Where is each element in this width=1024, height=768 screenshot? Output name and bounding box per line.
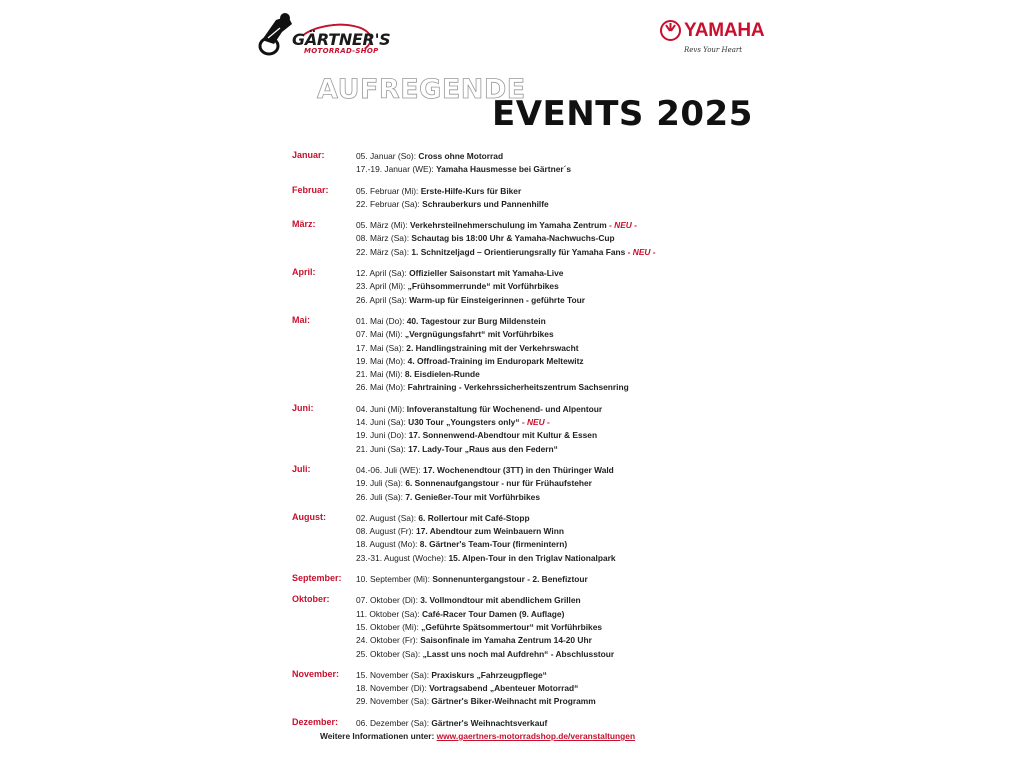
event-title: 6. Rollertour mit Café-Stopp (418, 512, 530, 523)
month-label: September: (292, 573, 342, 584)
event-date: 15. November (Sa): (356, 669, 430, 680)
month-block (292, 403, 742, 456)
yamaha-wordmark: YAMAHA (684, 20, 765, 41)
event-title: Schrauberkurs und Pannenhilfe (422, 198, 549, 209)
month-entries (356, 219, 742, 259)
month-block (292, 315, 742, 395)
event-date: 17.-19. Januar (WE): (356, 164, 434, 175)
new-badge: - NEU - (521, 417, 550, 428)
event-title: Fahrtraining - Verkehrssicherheitszentrum Sachsenring (407, 382, 629, 393)
event-title: Saisonfinale im Yamaha Zentrum 14-20 Uhr (420, 635, 592, 646)
event-row (356, 198, 742, 211)
event-date: 18. August (Mo): (356, 539, 418, 550)
new-badge: - NEU - (609, 220, 637, 231)
month-entries (356, 512, 742, 565)
event-date: 04.-06. Juli (WE): (356, 464, 421, 475)
month-block (292, 150, 742, 177)
event-row (356, 608, 742, 621)
event-title: Yamaha Hausmesse bei Gärtner´s (436, 164, 572, 175)
event-row (356, 163, 742, 176)
event-row (356, 552, 742, 565)
month-entries (356, 185, 742, 212)
event-date: 24. Oktober (Fr): (356, 635, 418, 646)
event-row (356, 342, 742, 355)
month-block (292, 717, 742, 730)
event-date: 19. Juli (Sa): (356, 478, 404, 489)
event-row (356, 538, 742, 551)
event-date: 26. April (Sa): (356, 294, 407, 305)
event-date: 02. August (Sa): (356, 512, 417, 523)
month-entries (356, 594, 742, 660)
event-title: 7. Genießer-Tour mit Vorführbikes (405, 491, 540, 502)
event-row (356, 280, 742, 293)
month-entries (356, 403, 742, 456)
event-title: Praxiskurs „Fahrzeugpflege“ (431, 669, 547, 680)
event-date: 11. Oktober (Sa): (356, 608, 420, 619)
event-title: 8. Gärtner's Team-Tour (firmenintern) (419, 539, 568, 550)
month-entries (356, 717, 742, 730)
shop-name: GÄRTNER'S (292, 30, 391, 49)
month-label: Juni: (292, 402, 314, 413)
month-block (292, 219, 742, 259)
month-block (292, 185, 742, 212)
event-title: 6. Sonnenaufgangstour - nur für Frühaufsteher (405, 478, 592, 489)
event-date: 07. Oktober (Di): (356, 595, 418, 606)
event-row (356, 294, 742, 307)
event-date: 04. Juni (Mi): (356, 403, 405, 414)
footer-info (320, 731, 635, 741)
month-label: Juli: (292, 463, 311, 474)
event-date: 26. Juli (Sa): (356, 491, 404, 502)
event-row (356, 695, 742, 708)
event-date: 23.-31. August (Woche): (356, 552, 447, 563)
month-entries (356, 315, 742, 395)
new-badge: - NEU - (627, 246, 656, 257)
event-title: 17. Sonnenwend-Abendtour mit Kultur & Essen (408, 430, 598, 441)
event-title: Cross ohne Motorrad (418, 151, 504, 161)
yamaha-tuning-fork-icon (660, 20, 681, 41)
event-date: 23. April (Mi): (356, 281, 406, 292)
event-title: 4. Offroad-Training im Enduropark Meltewitz (407, 355, 584, 366)
event-date: 18. November (Di): (356, 683, 427, 694)
event-row (356, 381, 742, 394)
event-row (356, 368, 742, 381)
event-date: 25. Oktober (Sa): (356, 648, 421, 659)
event-title: Erste-Hilfe-Kurs für Biker (420, 185, 522, 196)
month-block (292, 669, 742, 709)
event-title: Schautag bis 18:00 Uhr & Yamaha-Nachwuchs-Cup (411, 233, 615, 244)
event-row (356, 328, 742, 341)
event-date: 26. Mai (Mo): (356, 382, 406, 393)
month-entries (356, 669, 742, 709)
event-date: 14. Juni (Sa): (356, 417, 406, 428)
headline-outline: AUFREGENDE (317, 74, 526, 105)
event-date: 29. November (Sa): (356, 696, 430, 707)
event-title: U30 Tour „Youngsters only“ (408, 417, 520, 428)
event-title: Offizieller Saisonstart mit Yamaha-Live (409, 268, 564, 279)
event-date: 21. Mai (Mi): (356, 369, 403, 380)
event-title: Warm-up für Einsteigerinnen - geführte Tour (409, 294, 585, 305)
event-row (356, 525, 742, 538)
month-label: Oktober: (292, 594, 330, 605)
event-title: Café-Racer Tour Damen (9. Auflage) (421, 608, 565, 619)
event-row (356, 669, 742, 682)
month-label: Dezember: (292, 716, 339, 727)
month-label: November: (292, 668, 340, 679)
event-date: 05. Januar (So): (356, 151, 417, 161)
event-title: 17. Wochenendtour (3TT) in den Thüringer Wald (423, 464, 614, 475)
event-date: 08. März (Sa): (356, 233, 410, 244)
event-date: 08. August (Fr): (356, 526, 414, 537)
event-row (356, 219, 742, 232)
month-block (292, 573, 742, 586)
yamaha-tagline: Revs Your Heart (684, 46, 743, 54)
event-row (356, 267, 742, 280)
event-date: 05. Februar (Mi): (356, 185, 419, 196)
month-entries (356, 150, 742, 177)
footer-link[interactable]: www.gaertners-motorradshop.de/veranstaltungen (436, 731, 636, 741)
event-title: 2. Handlingstraining mit der Verkehrswacht (406, 342, 579, 353)
event-title: 17. Abendtour zum Weinbauern Winn (416, 526, 564, 537)
month-block (292, 512, 742, 565)
event-row (356, 232, 742, 245)
event-title: 40. Tagestour zur Burg Mildenstein (406, 315, 546, 326)
event-row (356, 477, 742, 490)
event-row (356, 443, 742, 456)
headline-main: EVENTS 2025 (492, 94, 753, 134)
gartners-logo (258, 10, 408, 62)
event-date: 01. Mai (Do): (356, 315, 405, 326)
event-row (356, 573, 742, 586)
event-row (356, 315, 742, 328)
event-row (356, 621, 742, 634)
event-row (356, 416, 742, 429)
event-title: Gärtner's Weihnachtsverkauf (431, 717, 548, 728)
event-title: Verkehrsteilnehmerschulung im Yamaha Zentrum (409, 220, 607, 231)
event-title: Infoveranstaltung für Wochenend- und Alpentour (406, 403, 603, 414)
event-row (356, 717, 742, 730)
event-row (356, 512, 742, 525)
event-date: 06. Dezember (Sa): (356, 717, 430, 728)
event-title: „Frühsommerrunde“ mit Vorführbikes (407, 281, 559, 292)
yamaha-logo (660, 16, 770, 56)
month-label: August: (292, 511, 326, 522)
footer-text: Weitere Informationen unter: (320, 731, 435, 741)
event-row (356, 185, 742, 198)
event-title: 1. Schnitzeljagd – Orientierungsrally für Yamaha Fans (411, 246, 626, 257)
month-block (292, 594, 742, 660)
event-date: 15. Oktober (Mi): (356, 621, 419, 632)
event-title: Gärtner's Biker-Weihnacht mit Programm (431, 696, 596, 707)
event-row (356, 491, 742, 504)
event-row (356, 355, 742, 368)
shop-subtitle: MOTORRAD-SHOP (304, 47, 379, 55)
event-date: 19. Mai (Mo): (356, 355, 406, 366)
month-label: Januar: (292, 150, 325, 160)
event-title: „Geführte Spätsommertour“ mit Vorführbikes (421, 621, 603, 632)
event-row (356, 429, 742, 442)
event-row (356, 464, 742, 477)
event-row (356, 648, 742, 661)
event-date: 21. Juni (Sa): (356, 443, 406, 454)
event-title: „Lasst uns noch mal Aufdrehn“ - Abschlusstour (422, 648, 615, 659)
event-row (356, 634, 742, 647)
event-date: 22. März (Sa): (356, 246, 410, 257)
event-title: „Vergnügungsfahrt“ mit Vorführbikes (404, 329, 554, 340)
month-label: April: (292, 267, 316, 278)
month-label: Februar: (292, 184, 329, 195)
event-title: 17. Lady-Tour „Raus aus den Federn“ (408, 443, 558, 454)
event-date: 22. Februar (Sa): (356, 198, 420, 209)
event-row (356, 246, 742, 259)
event-date: 07. Mai (Mi): (356, 329, 403, 340)
month-entries (356, 464, 742, 504)
month-block (292, 464, 742, 504)
event-row (356, 594, 742, 607)
month-block (292, 267, 742, 307)
month-entries (356, 267, 742, 307)
event-date: 12. April (Sa): (356, 268, 407, 279)
event-row (356, 403, 742, 416)
event-title: Vortragsabend „Abenteuer Motorrad“ (429, 683, 579, 694)
event-row (356, 682, 742, 695)
month-entries (356, 573, 742, 586)
event-title: Sonnenuntergangstour - 2. Benefiztour (432, 574, 588, 585)
event-date: 05. März (Mi): (356, 220, 408, 231)
event-date: 17. Mai (Sa): (356, 342, 404, 353)
event-title: 8. Eisdielen-Runde (404, 369, 480, 380)
month-label: Mai: (292, 314, 310, 325)
event-list (292, 150, 742, 738)
month-label: März: (292, 219, 316, 230)
event-date: 10. September (Mi): (356, 574, 431, 585)
event-title: 3. Vollmondtour mit abendlichem Grillen (420, 595, 581, 606)
event-date: 19. Juni (Do): (356, 430, 407, 441)
event-title: 15. Alpen-Tour in den Triglav Nationalpark (448, 552, 616, 563)
event-row (356, 150, 742, 163)
